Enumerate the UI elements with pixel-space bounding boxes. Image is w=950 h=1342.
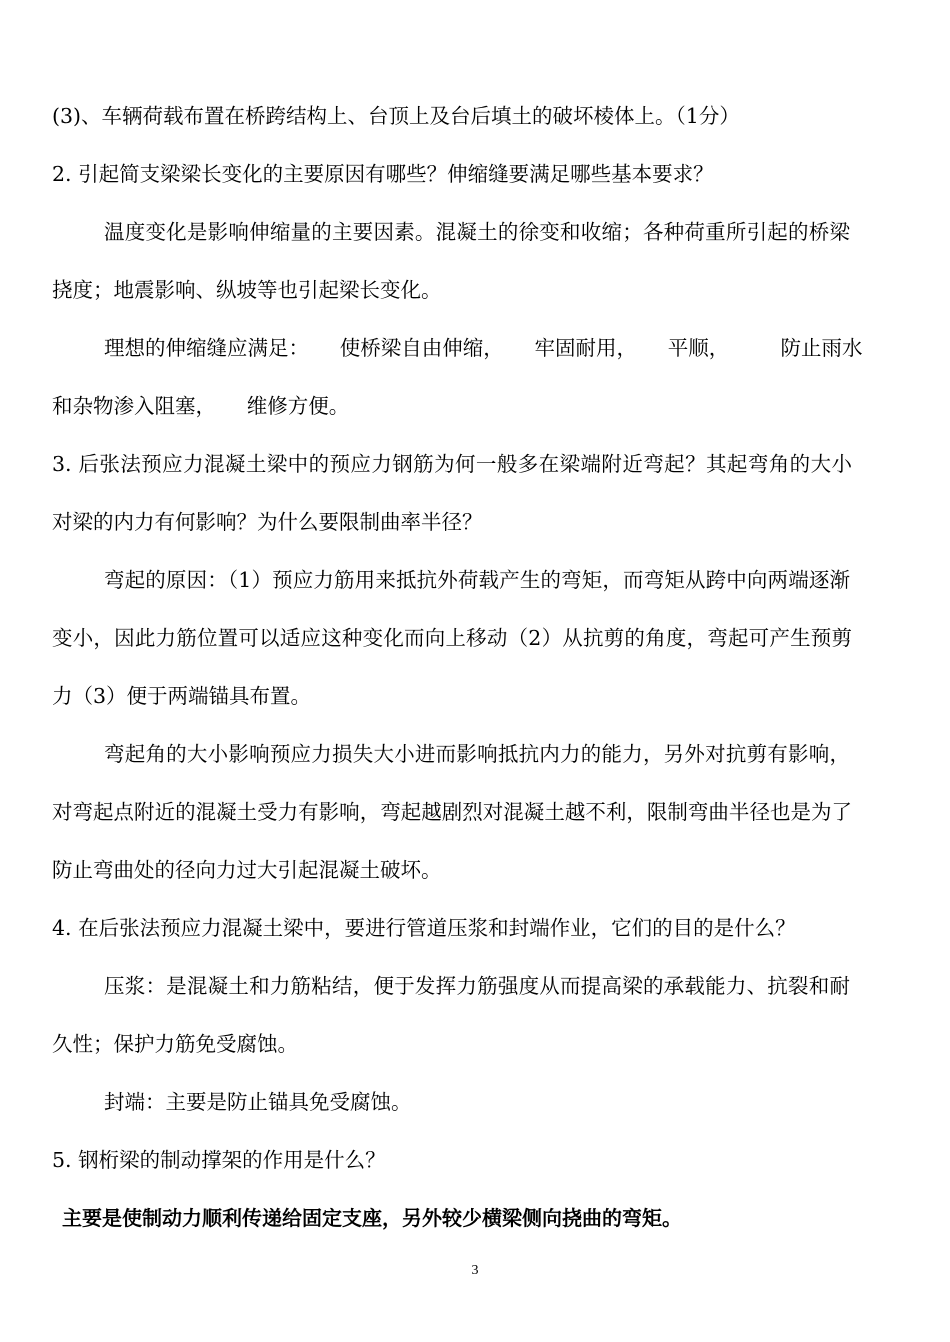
question-3-cont: 对梁的内力有何影响？为什么要限制曲率半径？ <box>52 510 483 534</box>
question-4: 4. 在后张法预应力混凝土梁中，要进行管道压浆和封端作业，它们的目的是什么？ <box>52 916 796 940</box>
answer-2-paragraph-2-cont: 和杂物渗入阻塞， 维修方便。 <box>52 394 350 418</box>
answer-2-paragraph-1: 温度变化是影响伸缩量的主要因素。混凝土的徐变和收缩；各种荷重所引起的桥梁 <box>104 220 850 244</box>
answer-3-paragraph-2: 弯起角的大小影响预应力损失大小进而影响抵抗内力的能力，另外对抗剪有影响， <box>104 742 850 766</box>
answer-5: 主要是使制动力顺利传递给固定支座，另外较少横梁侧向挠曲的弯矩。 <box>62 1206 682 1230</box>
answer-4-paragraph-1: 压浆：是混凝土和力筋粘结，便于发挥力筋强度从而提高梁的承载能力、抗裂和耐 <box>104 974 850 998</box>
text-line-answer-3: (3)、车辆荷载布置在桥跨结构上、台顶上及台后填土的破坏棱体上。（1分） <box>52 104 740 128</box>
answer-2-paragraph-2: 理想的伸缩缝应满足： 使桥梁自由伸缩， 牢固耐用， 平顺， 防止雨水 <box>104 336 863 360</box>
answer-3-paragraph-1-cont: 变小，因此力筋位置可以适应这种变化而向上移动（2）从抗剪的角度，弯起可产生预剪 <box>52 626 852 650</box>
question-5: 5. 钢桁梁的制动撑架的作用是什么？ <box>52 1148 386 1172</box>
answer-3-paragraph-2-cont: 对弯起点附近的混凝土受力有影响，弯起越剧烈对混凝土越不利，限制弯曲半径也是为了 <box>52 800 852 824</box>
question-3: 3. 后张法预应力混凝土梁中的预应力钢筋为何一般多在梁端附近弯起？其起弯角的大小 <box>52 452 852 476</box>
answer-3-paragraph-1: 弯起的原因：（1）预应力筋用来抵抗外荷载产生的弯矩，而弯矩从跨中向两端逐渐 <box>104 568 850 592</box>
answer-4-paragraph-2: 封端：主要是防止锚具免受腐蚀。 <box>104 1090 412 1114</box>
answer-3-paragraph-2-end: 防止弯曲处的径向力过大引起混凝土破坏。 <box>52 858 442 882</box>
page-number: 3 <box>471 1263 479 1278</box>
answer-2-paragraph-1-cont: 挠度；地震影响、纵坡等也引起梁长变化。 <box>52 278 442 302</box>
answer-3-paragraph-1-end: 力（3）便于两端锚具布置。 <box>52 684 312 708</box>
answer-4-paragraph-1-cont: 久性；保护力筋免受腐蚀。 <box>52 1032 298 1056</box>
question-2: 2. 引起简支梁梁长变化的主要原因有哪些？伸缩缝要满足哪些基本要求？ <box>52 162 714 186</box>
